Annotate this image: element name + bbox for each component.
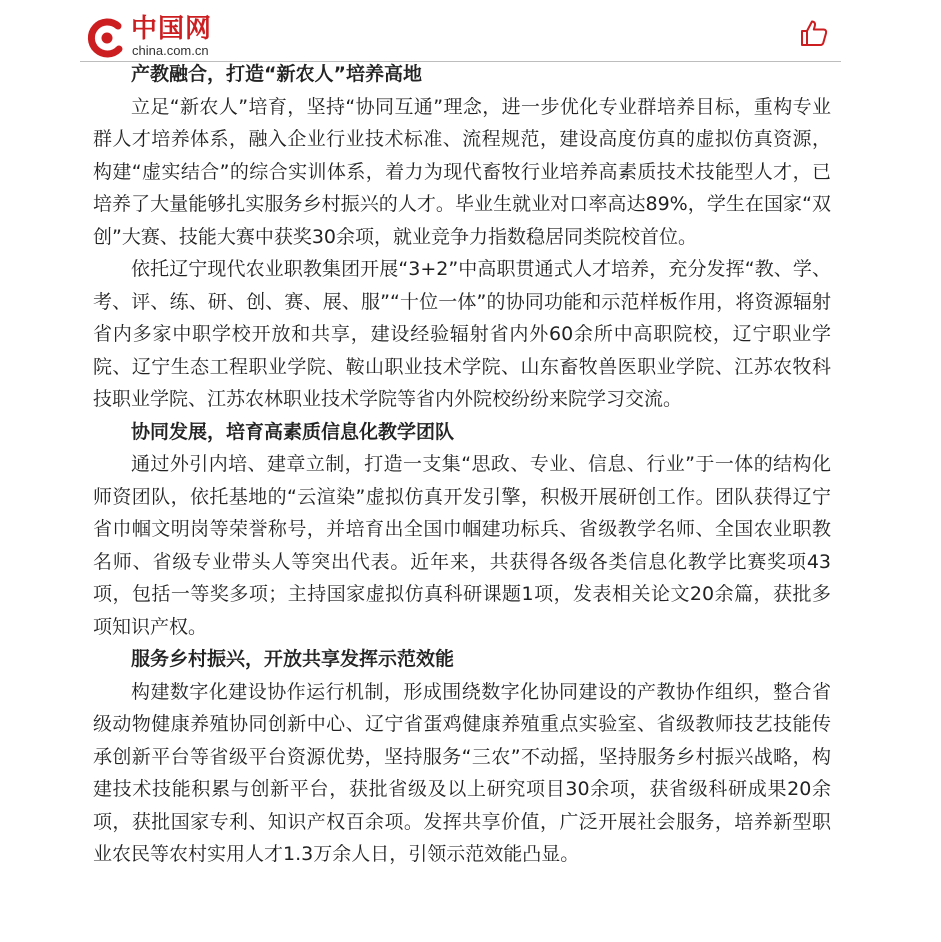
paragraph-3: 通过外引内培、建章立制，打造一支集“思政、专业、信息、行业”于一体的结构化师资团队，依托基地的“云渲染”虚拟仿真开发引擎，积极开展研创工作。团队获得辽宁省巾帼文明岗等荣誉称号，并培育出全国巾帼建功标兵、省级教学名师、全国农业职教名师、省级专业带头人等突出代表。近年来，共获得各级各类信息化教学比赛奖项43项，包括一等奖多项；主持国家虚拟仿真科研课题1项，发表相关论文20余篇，获批多项知识产权。 bbox=[93, 453, 831, 638]
site-logo[interactable] bbox=[86, 14, 236, 60]
site-header bbox=[0, 0, 941, 62]
logo-domain-text: china.com.cn bbox=[132, 43, 209, 58]
china-com-cn-logo-icon bbox=[86, 18, 126, 58]
section-heading-1: 产教融合，打造“新农人”培养高地 bbox=[131, 63, 422, 85]
section-heading-2: 协同发展，培育高素质信息化教学团队 bbox=[131, 420, 455, 443]
paragraph-2: 依托辽宁现代农业职教集团开展“3+2”中高职贯通式人才培养，充分发挥“教、学、考、评、练、研、创、赛、展、服”“十位一体”的协同功能和示范样板作用，将资源辐射省内多家中职学校开放和共享，建设经验辐射省内外60余所中高职院校，辽宁职业学院、辽宁生态工程职业学院、鞍山职业技术学院、山东畜牧兽医职业学院、江苏农牧科技职业学院、江苏农林职业技术学院等省内外院校纷纷来院学习交流。 bbox=[93, 258, 831, 410]
article-body bbox=[93, 58, 831, 871]
logo-chinese-text: 中国网 bbox=[131, 14, 213, 44]
paragraph-1: 立足“新农人”培育，坚持“协同互通”理念，进一步优化专业群培养目标，重构专业群人才培养体系，融入企业行业技术标准、流程规范，建设高度仿真的虚拟仿真资源，构建“虚实结合”的综合实训体系，着力为现代畜牧行业培养高素质技术技能型人才，已培养了大量能够扎实服务乡村振兴的人才。毕业生就业对口率高达89%，学生在国家“双创”大赛、技能大赛中获奖30余项，就业竞争力指数稳居同类院校首位。 bbox=[93, 95, 831, 248]
paragraph-4: 构建数字化建设协作运行机制，形成围绕数字化协同建设的产教协作组织，整合省级动物健康养殖协同创新中心、辽宁省蛋鸡健康养殖重点实验室、省级教师技艺技能传承创新平台等省级平台资源优势，坚持服务“三农”不动摇，坚持服务乡村振兴战略，构建技术技能积累与创新平台，获批省级及以上研究项目30余项，获省级科研成果20余项，获批国家专利、知识产权百余项。发挥共享价值，广泛开展社会服务，培养新型职业农民等农村实用人才1.3万余人日，引领示范效能凸显。 bbox=[93, 680, 831, 865]
thumbs-up-icon[interactable] bbox=[799, 18, 829, 48]
section-heading-3: 服务乡村振兴，开放共享发挥示范效能 bbox=[131, 648, 455, 670]
